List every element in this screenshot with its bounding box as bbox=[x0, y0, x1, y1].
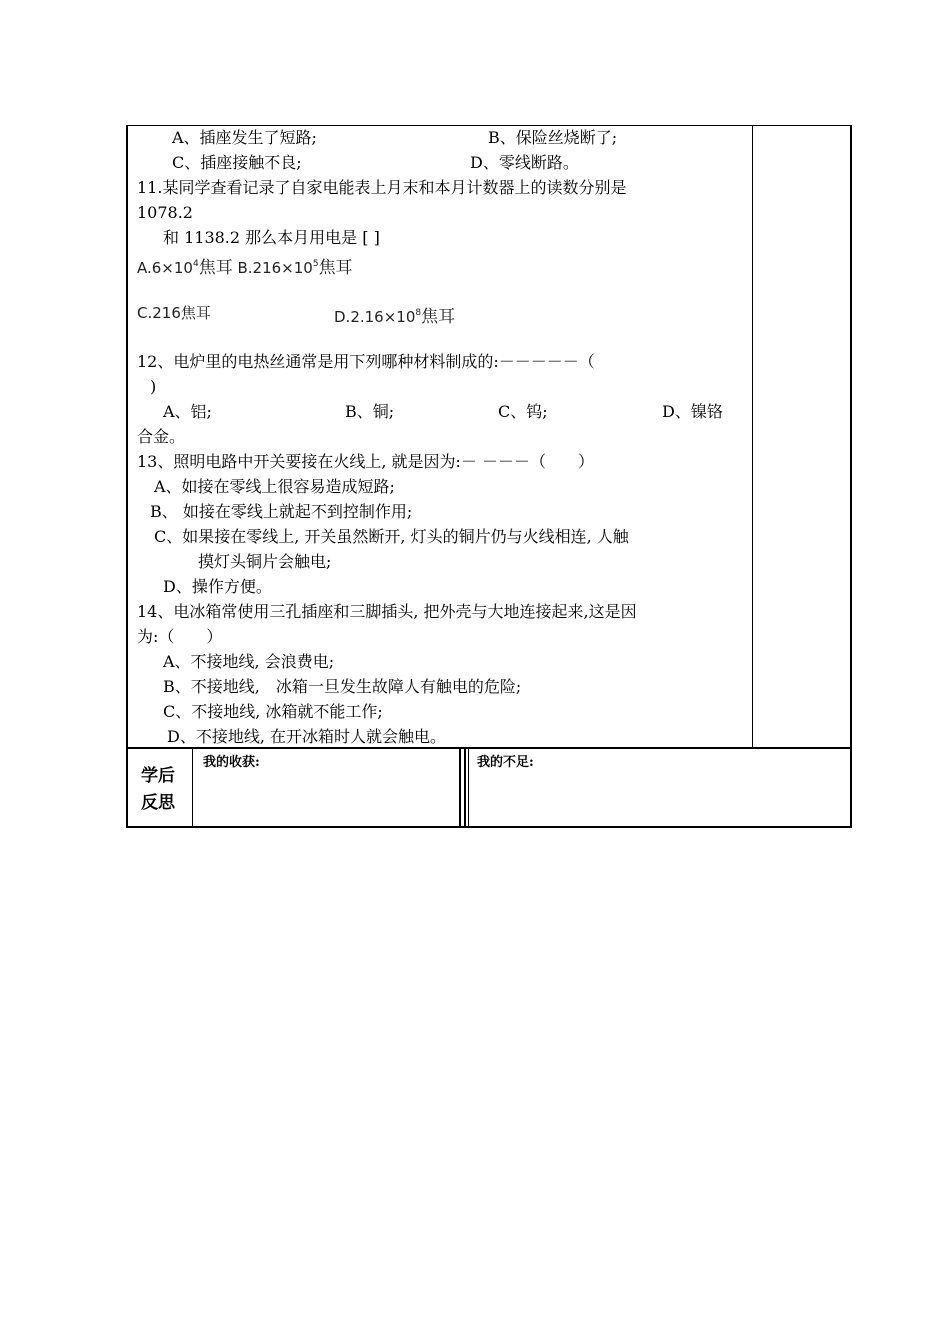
q12-stem: 12、电炉里的电热丝通常是用下列哪种材料制成的:－－－－－（ bbox=[137, 352, 595, 371]
q13-option-a: A、如接在零线上很容易造成短路; bbox=[154, 477, 395, 496]
q11-option-a-exponent: 4 bbox=[192, 259, 199, 269]
q12-stem-cont: ) bbox=[150, 377, 157, 396]
q12-option-d: D、镍铬 bbox=[662, 402, 723, 421]
q11-option-a-unit: 焦耳 bbox=[198, 258, 233, 278]
table-divider bbox=[464, 748, 466, 828]
q10-option-c: C、插座接触不良; bbox=[172, 153, 302, 172]
q14-option-c: C、不接地线, 冰箱就不能工作; bbox=[163, 702, 383, 721]
table-divider bbox=[192, 748, 193, 828]
table-divider bbox=[752, 125, 753, 748]
q11-option-b-exponent: 5 bbox=[312, 259, 319, 269]
table-divider bbox=[468, 748, 469, 828]
q11-option-b: B.216×10 bbox=[232, 259, 313, 277]
q14-stem-cont: 为:（ ） bbox=[137, 627, 223, 646]
q11-option-d bbox=[334, 303, 455, 327]
q13-option-c-cont: 摸灯头铜片会触电; bbox=[198, 552, 332, 571]
q11-stem: 11.某同学查看记录了自家电能表上月末和本月计数器上的读数分别是 bbox=[137, 178, 627, 197]
q12-option-c: C、钨; bbox=[498, 402, 548, 421]
q14-stem: 14、电冰箱常使用三孔插座和三脚插头, 把外壳与大地连接起来,这是因 bbox=[137, 602, 637, 621]
q10-option-a: A、插座发生了短路; bbox=[172, 128, 317, 147]
q11-stem-cont: 1078.2 bbox=[137, 203, 193, 222]
q11-option-c: C.216焦耳 bbox=[137, 304, 211, 322]
q11-option-d-value: D.2.16×10 bbox=[334, 308, 416, 326]
q11-option-d-exponent: 8 bbox=[415, 308, 422, 318]
q13-option-b: B、 如接在零线上就起不到控制作用; bbox=[150, 502, 413, 521]
q14-option-a: A、不接地线, 会浪费电; bbox=[163, 652, 335, 671]
q14-option-d: D、不接地线, 在开冰箱时人就会触电。 bbox=[167, 727, 447, 746]
shortcomings-label: 我的不足: bbox=[477, 755, 534, 770]
q10-option-b: B、保险丝烧断了; bbox=[488, 128, 618, 147]
gains-label: 我的收获: bbox=[203, 755, 260, 770]
q14-option-b: B、不接地线, 冰箱一旦发生故障人有触电的危险; bbox=[163, 677, 522, 696]
q12-option-a: A、铝; bbox=[163, 402, 212, 421]
q11-option-d-unit: 焦耳 bbox=[421, 307, 456, 327]
q11-option-a: A.6×10 bbox=[137, 259, 193, 277]
q11-option-b-unit: 焦耳 bbox=[318, 258, 353, 278]
table-divider bbox=[459, 748, 461, 828]
q11-options-ab bbox=[137, 254, 353, 278]
q11-stem-cont: 和 1138.2 那么本月用电是 [ ] bbox=[163, 228, 380, 247]
reflection-label: 学后 bbox=[141, 766, 175, 786]
reflection-label: 反思 bbox=[141, 793, 175, 813]
q12-option-d-cont: 合金。 bbox=[137, 427, 186, 446]
q12-option-b: B、铜; bbox=[345, 402, 395, 421]
q13-option-d: D、操作方便。 bbox=[163, 577, 272, 596]
q13-stem: 13、照明电路中开关要接在火线上, 就是因为:－ －－－（ ） bbox=[137, 452, 595, 471]
q13-option-c: C、如果接在零线上, 开关虽然断开, 灯头的铜片仍与火线相连, 人触 bbox=[154, 527, 629, 546]
q10-option-d: D、零线断路。 bbox=[470, 153, 579, 172]
